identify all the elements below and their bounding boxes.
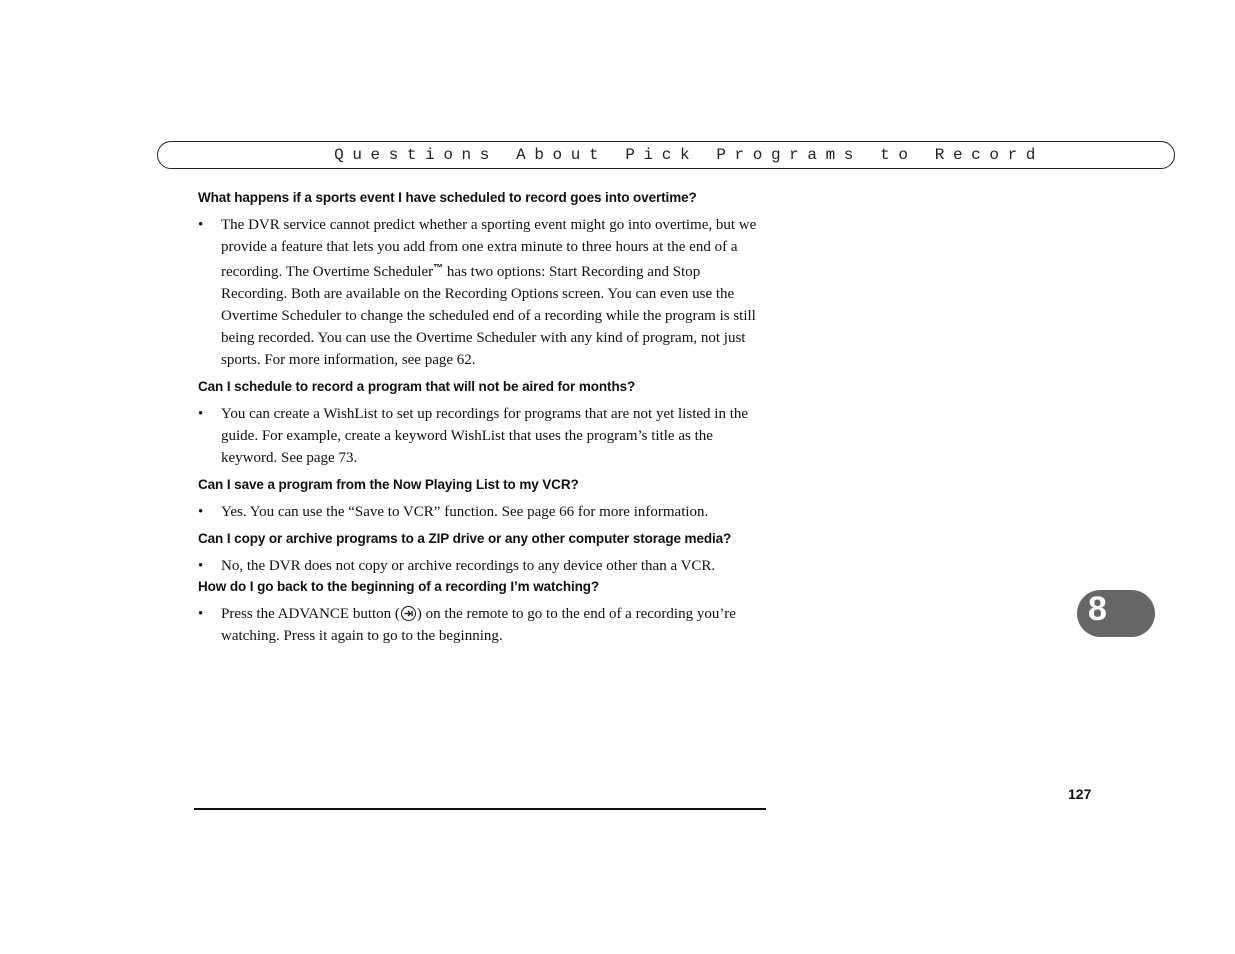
faq-answer: • The DVR service cannot predict whether a sporting event might go into overtime, but we provide a feature that lets you add from one extra minute to three hours at the end of a recording. The Overtime Scheduler™ has two options: Start Recording and Stop Recording. Both are available on the Recording Options screen. You can even use the Overtime Scheduler to change the scheduled end of a recording while the program is still being recorded. You can use the Overtime Scheduler with any kind of program, not just sports. For more information, see page 62. — [198, 214, 758, 371]
trademark-symbol: ™ — [433, 263, 444, 274]
faq-question: What happens if a sports event I have scheduled to record goes into overtime? — [198, 190, 697, 205]
faq-answer: • No, the DVR does not copy or archive recordings to any device other than a VCR. — [198, 555, 758, 577]
advance-icon — [401, 606, 416, 621]
running-header — [157, 141, 1175, 169]
bullet: • — [198, 406, 204, 422]
faq-answer: • You can create a WishList to set up recordings for programs that are not yet listed in the guide. For example, create a keyword WishList that uses the program’s title as the keyword. See page 73. — [198, 403, 758, 469]
faq-answer: • Yes. You can use the “Save to VCR” function. See page 66 for more information. — [198, 501, 758, 523]
bullet: • — [198, 606, 204, 622]
faq-question: Can I schedule to record a program that will not be aired for months? — [198, 379, 636, 394]
faq-question: How do I go back to the beginning of a recording I’m watching? — [198, 579, 600, 594]
chapter-tab — [1077, 590, 1155, 637]
faq-content — [198, 190, 768, 647]
chapter-number: 8 — [1088, 590, 1107, 628]
bullet: • — [198, 558, 204, 574]
bullet: • — [198, 217, 204, 233]
faq-answer: • Press the ADVANCE button ( ) on the remote to go to the end of a recording you’re watching. Press it again to go to the beginning. — [198, 603, 758, 647]
faq-question: Can I save a program from the Now Playing List to my VCR? — [198, 477, 579, 492]
footer-rule — [194, 808, 766, 810]
page-number: 127 — [1068, 786, 1092, 802]
header-title: Questions About Pick Programs to Record — [334, 146, 1044, 164]
bullet: • — [198, 504, 204, 520]
faq-question: Can I copy or archive programs to a ZIP drive or any other computer storage media? — [198, 531, 732, 546]
